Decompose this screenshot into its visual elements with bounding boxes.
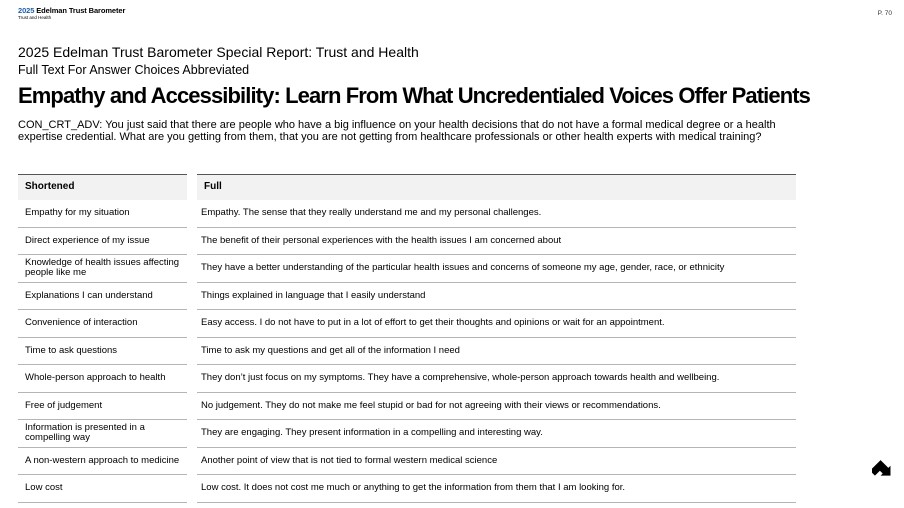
cell-shortened: Empathy for my situation [18, 200, 187, 228]
logo-subtitle: Trust and Health [18, 14, 52, 20]
cell-full: Easy access. I do not have to put in a lot of effort to get their thoughts and opinions or wait for an appointment. [197, 310, 796, 338]
cell-shortened: Information is presented in a compelling way [18, 420, 187, 448]
table-row [18, 448, 796, 476]
report-supertitle: 2025 Edelman Trust Barometer Special Report: Trust and Health [18, 44, 419, 60]
arrow-right-icon[interactable] [872, 460, 892, 480]
table-row [18, 200, 796, 228]
page-title: Empathy and Accessibility: Learn From What Uncredentialed Voices Offer Patients [18, 83, 811, 108]
table-row [18, 393, 796, 421]
table-row [18, 255, 796, 283]
edelman-logo [18, 7, 125, 20]
cell-shortened: Direct experience of my issue [18, 228, 187, 256]
header-full: Full [197, 174, 796, 200]
cell-full: Empathy. The sense that they really understand me and my personal challenges. [197, 200, 796, 228]
table-row [18, 228, 796, 256]
cell-full: Things explained in language that I easily understand [197, 283, 796, 311]
logo-year: 2025 [18, 6, 35, 15]
cell-shortened: Time to ask questions [18, 338, 187, 366]
cell-full: Time to ask my questions and get all of the information I need [197, 338, 796, 366]
table-row [18, 283, 796, 311]
cell-full: No judgement. They do not make me feel stupid or bad for not agreeing with their views or recommendations. [197, 393, 796, 421]
cell-full: They are engaging. They present information in a compelling and interesting way. [197, 420, 796, 448]
logo-name: Edelman Trust Barometer [36, 6, 126, 15]
cell-shortened: A non-western approach to medicine [18, 448, 187, 476]
answer-choices-table [18, 174, 796, 503]
report-subtitle: Full Text For Answer Choices Abbreviated [18, 63, 250, 77]
table-row [18, 338, 796, 366]
cell-full: They don’t just focus on my symptoms. They have a comprehensive, whole-person approach towards health and wellbeing. [197, 365, 796, 393]
cell-shortened: Free of judgement [18, 393, 187, 421]
cell-full: Low cost. It does not cost me much or anything to get the information from them that I am looking for. [197, 475, 796, 503]
cell-full: They have a better understanding of the particular health issues and concerns of someone my age, gender, race, or ethnicity [197, 255, 796, 283]
table-header-row [18, 174, 796, 200]
page-number: P. 70 [877, 10, 892, 17]
logo-title [18, 7, 125, 15]
cell-shortened: Explanations I can understand [18, 283, 187, 311]
table-row [18, 475, 796, 503]
table-row [18, 420, 796, 448]
cell-full: Another point of view that is not tied to formal western medical science [197, 448, 796, 476]
cell-shortened: Convenience of interaction [18, 310, 187, 338]
table-row [18, 310, 796, 338]
table-row [18, 365, 796, 393]
header-shortened: Shortened [18, 174, 187, 200]
cell-shortened: Low cost [18, 475, 187, 503]
survey-question: CON_CRT_ADV: You just said that there are people who have a big influence on your health decisions that do not have a formal medical degree or a health expertise credential. What are you getting from them, that you are not getting from healthcare professionals or other health experts with medical training? [18, 119, 776, 143]
cell-shortened: Whole-person approach to health [18, 365, 187, 393]
cell-shortened: Knowledge of health issues affecting people like me [18, 255, 187, 283]
cell-full: The benefit of their personal experiences with the health issues I am concerned about [197, 228, 796, 256]
